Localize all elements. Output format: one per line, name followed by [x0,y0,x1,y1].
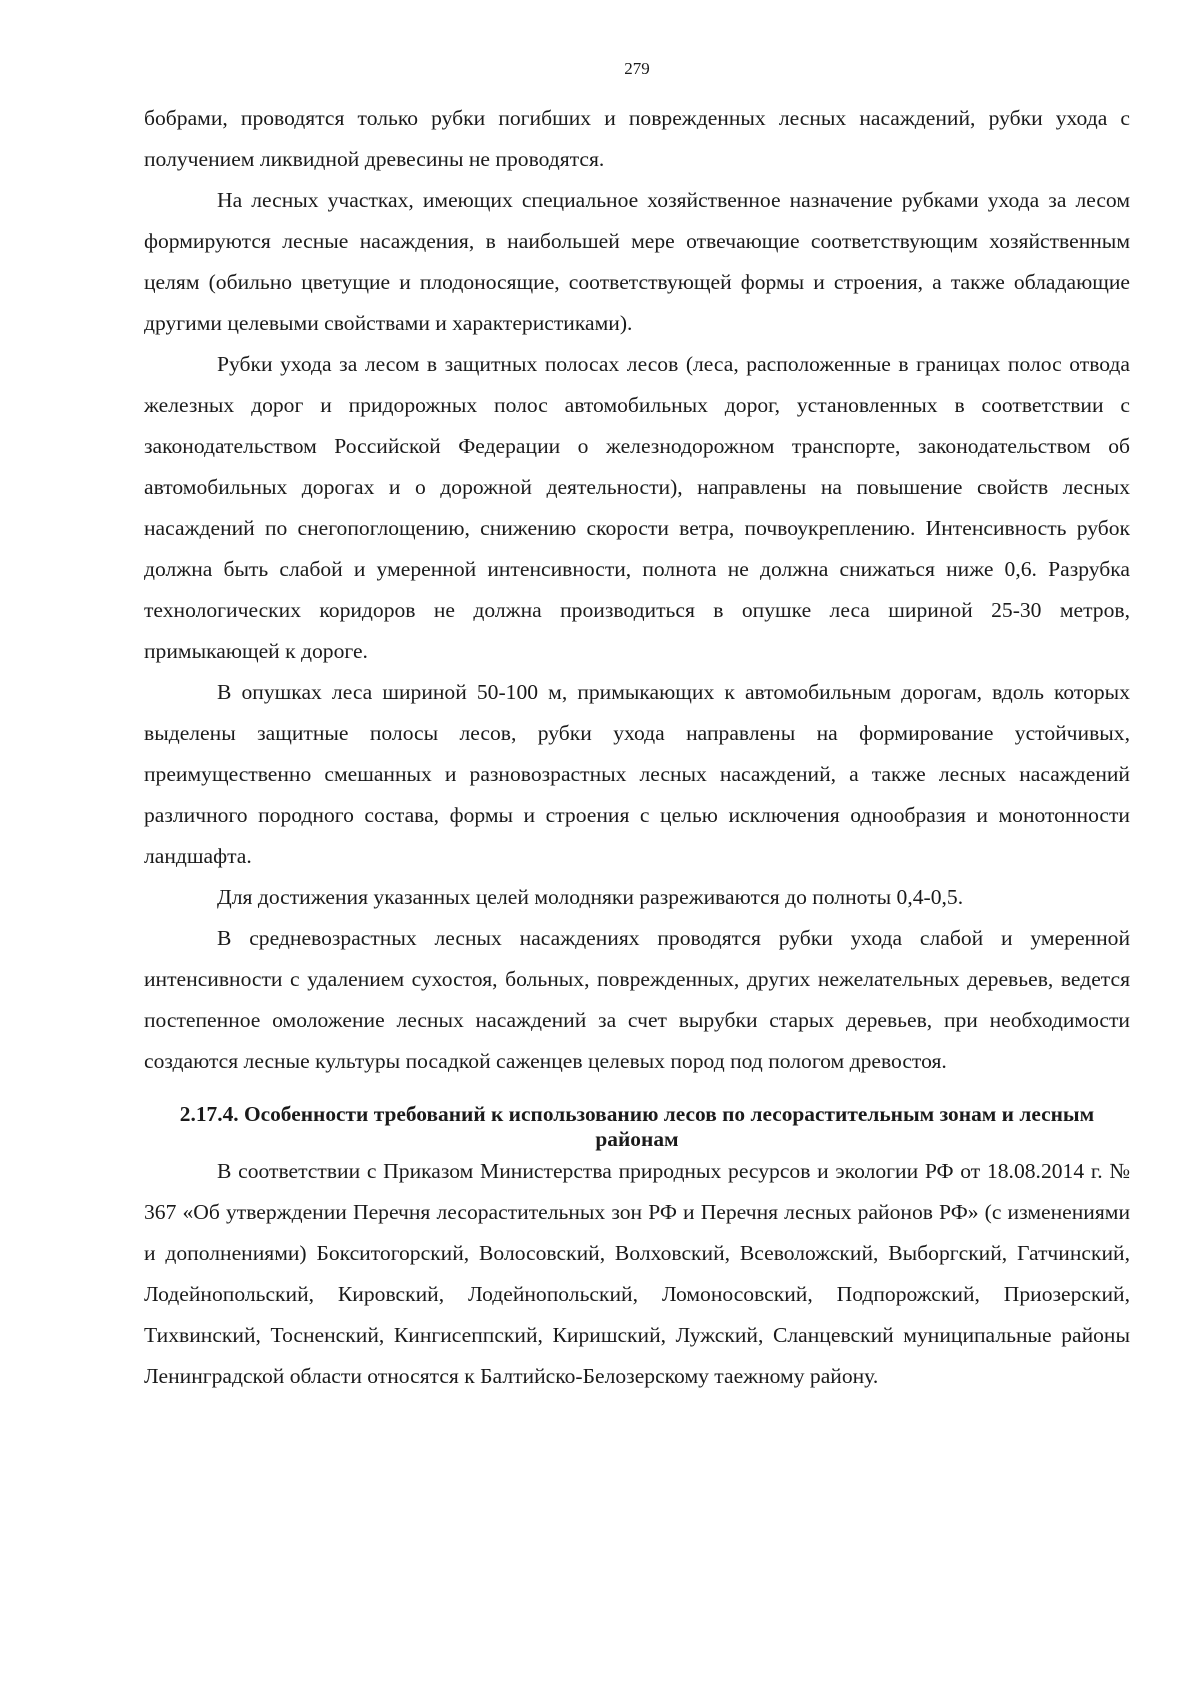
paragraph-1: бобрами, проводятся только рубки погибших и поврежденных лесных насаждений, рубки ухода с получением ликвидной древесины не проводятся. [144,106,1130,171]
paragraph-4: В опушках леса шириной 50-100 м, примыкающих к автомобильным дорогам, вдоль которых выделены защитные полосы лесов, рубки ухода направлены на формирование устойчивых, преимущественно смешанных и разновозрастных лесных насаждений, а также лесных насаждений различного породного состава, формы и строения с целью исключения однообразия и монотонности ландшафта. [144,680,1130,868]
paragraph-7: В соответствии с Приказом Министерства природных ресурсов и экологии РФ от 18.08.2014 г. № 367 «Об утверждении Перечня лесорастительных зон РФ и Перечня лесных районов РФ» (с изменениями и дополнениями) Бокситогорский, Волосовский, Волховский, Всеволожский, Выборгский, Гатчинский, Лодейнопольский, Кировский, Лодейнопольский, Ломоносовский, Подпорожский, Приозерский, Тихвинский, Тосненский, Кингисеппский, Киришский, Лужский, Сланцевский муниципальные районы Ленинградской области относятся к Балтийско-Белозерскому таежному району. [144,1159,1130,1388]
document-body [144,98,1130,1397]
paragraph-2: На лесных участках, имеющих специальное хозяйственное назначение рубками ухода за лесом формируются лесные насаждения, в наибольшей мере отвечающие соответствующим хозяйственным целям (обильно цветущие и плодоносящие, соответствующей формы и строения, а также обладающие другими целевыми свойствами и характеристиками). [144,188,1130,335]
section-heading: 2.17.4. Особенности требований к использованию лесов по лесорастительным зонам и лесным районам [179,1102,1095,1151]
paragraph-6: В средневозрастных лесных насаждениях проводятся рубки ухода слабой и умеренной интенсивности с удалением сухостоя, больных, поврежденных, других нежелательных деревьев, ведется постепенное омоложение лесных насаждений за счет вырубки старых деревьев, при необходимости создаются лесные культуры посадкой саженцев целевых пород под пологом древостоя. [144,926,1130,1073]
paragraph-3: Рубки ухода за лесом в защитных полосах лесов (леса, расположенные в границах полос отвода железных дорог и придорожных полос автомобильных дорог, установленных в соответствии с законодательством Российской Федерации о железнодорожном транспорте, законодательством об автомобильных дорогах и о дорожной деятельности), направлены на повышение свойств лесных насаждений по снегопоглощению, снижению скорости ветра, почвоукреплению. Интенсивность рубок должна быть слабой и умеренной интенсивности, полнота не должна снижаться ниже 0,6. Разрубка технологических коридоров не должна производиться в опушке леса шириной 25-30 метров, примыкающей к дороге. [144,352,1130,663]
paragraph-5: Для достижения указанных целей молодняки разреживаются до полноты 0,4-0,5. [217,885,964,909]
page-number: 279 [624,59,650,78]
